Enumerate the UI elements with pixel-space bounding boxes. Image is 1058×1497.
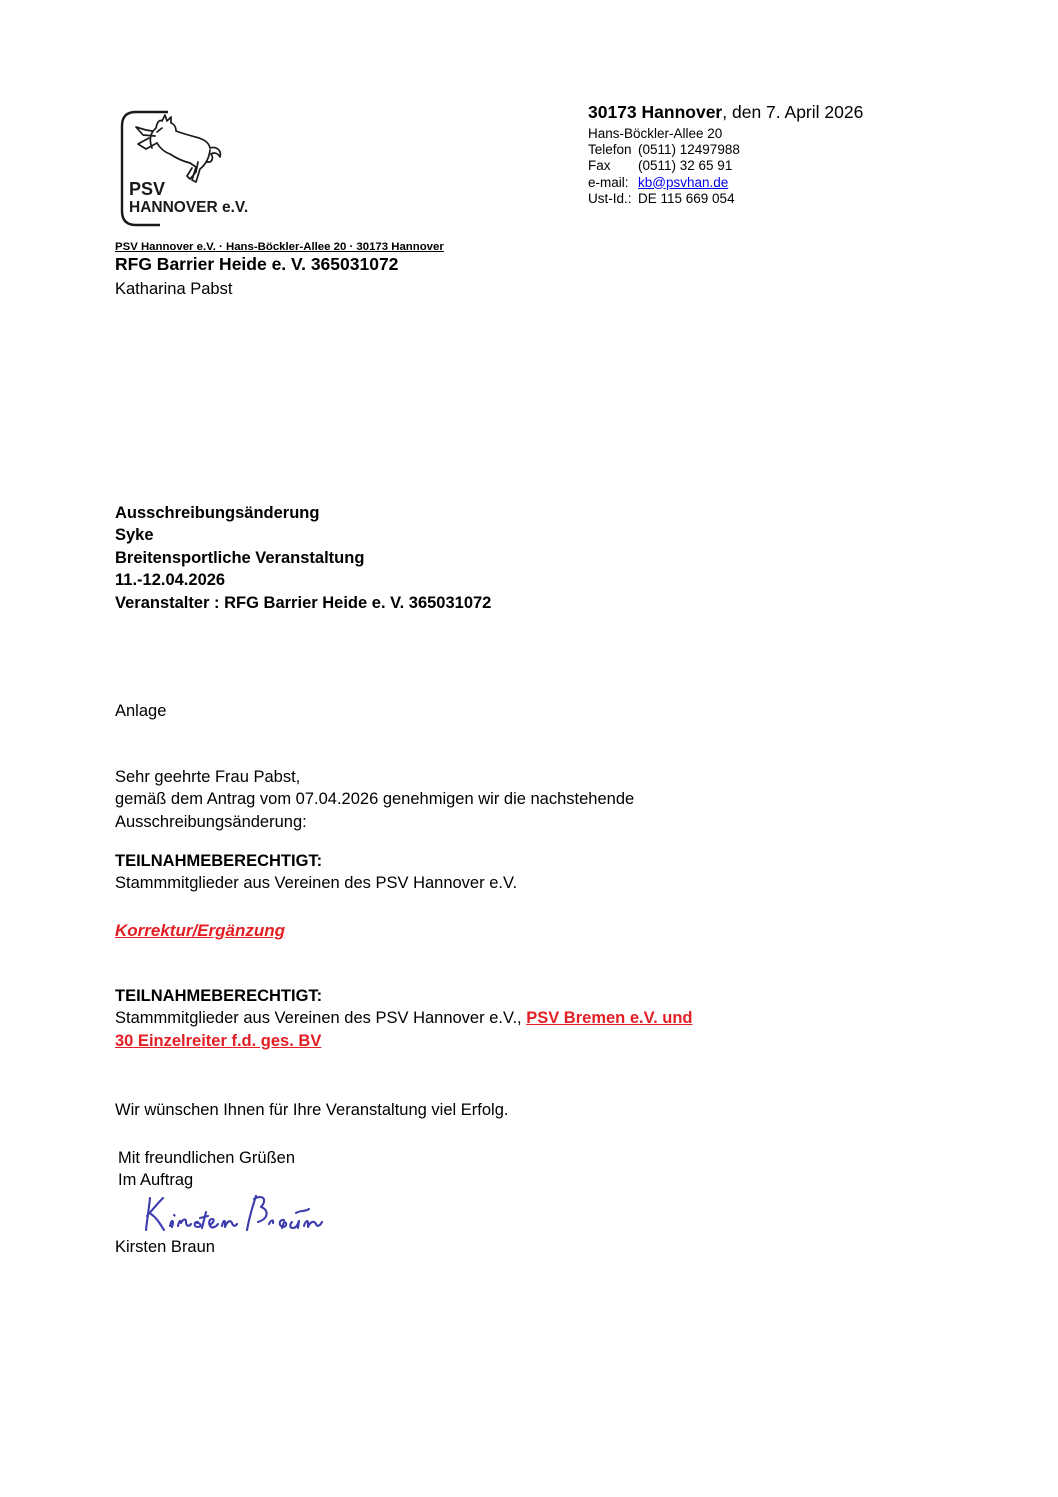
subject-line: 11.-12.04.2026	[115, 571, 226, 590]
subject-line: Veranstalter : RFG Barrier Heide e. V. 365031072	[115, 593, 492, 612]
closing-regards: Mit freundlichen Grüßen	[118, 1149, 295, 1167]
fax-value: (0511) 32 65 91	[638, 158, 733, 174]
email-link[interactable]: kb@psvhan.de	[638, 174, 729, 190]
psv-logo-graphic	[112, 106, 277, 234]
signer-name: Kirsten Braun	[115, 1238, 215, 1256]
ustid-label: Ust-Id.:	[588, 190, 632, 206]
phone-value: (0511) 12497988	[638, 142, 740, 158]
intro-line: Ausschreibungsänderung:	[115, 812, 307, 831]
attachment-note: Anlage	[115, 702, 167, 720]
recipient-org: RFG Barrier Heide e. V. 365031072	[115, 254, 399, 274]
intro-line: gemäß dem Antrag vom 07.04.2026 genehmigen wir die nachstehende	[115, 790, 635, 809]
psv-hannover-logo	[112, 106, 282, 236]
logo-acronym: PSV	[129, 179, 166, 199]
eligibility-heading: TEILNAHMEBERECHTIGT:	[115, 852, 323, 870]
salutation: Sehr geehrte Frau Pabst,	[115, 768, 301, 786]
ustid-line	[588, 191, 948, 207]
phone-line	[588, 142, 948, 158]
logo-org-name: HANNOVER e.V.	[129, 199, 249, 216]
correction-heading: Korrektur/Ergänzung	[115, 921, 286, 940]
eligibility-text-red: PSV Bremen e.V. und	[526, 1009, 693, 1028]
eligibility-text: Stammmitglieder aus Vereinen des PSV Hannover e.V.	[115, 874, 518, 893]
fax-line	[588, 158, 948, 174]
eligibility-section-1	[115, 850, 517, 895]
subject-line: Breitensportliche Veranstaltung	[115, 548, 365, 567]
eligibility-text-red: 30 Einzelreiter f.d. ges. BV	[115, 1031, 322, 1050]
eligibility-text-black: Stammmitglieder aus Vereinen des PSV Hannover e.V.,	[115, 1009, 527, 1028]
wish-line: Wir wünschen Ihnen für Ihre Veranstaltung viel Erfolg.	[115, 1101, 509, 1119]
fax-label: Fax	[588, 158, 611, 174]
ustid-value: DE 115 669 054	[638, 190, 735, 206]
signature-handwriting	[138, 1186, 388, 1241]
return-address-line: PSV Hannover e.V. · Hans-Böckler-Allee 20 · 30173 Hannover	[115, 241, 444, 253]
eligibility-text	[115, 1007, 692, 1029]
eligibility-heading: TEILNAHMEBERECHTIGT:	[115, 987, 323, 1005]
subject-line: Ausschreibungsänderung	[115, 504, 320, 522]
phone-label: Telefon	[588, 142, 632, 158]
horse-icon	[136, 115, 220, 182]
date-line	[588, 100, 948, 124]
letterhead-city: 30173 Hannover	[588, 102, 723, 122]
eligibility-section-2	[115, 985, 692, 1052]
email-label: e-mail:	[588, 174, 629, 190]
letterhead-date: , den 7. April 2026	[722, 102, 864, 122]
email-line	[588, 175, 948, 191]
street-line: Hans-Böckler-Allee 20	[588, 126, 723, 141]
salutation-block	[115, 766, 634, 833]
subject-block	[115, 502, 491, 614]
letterhead-contact-block	[588, 100, 948, 207]
recipient-person: Katharina Pabst	[115, 280, 233, 298]
subject-line: Syke	[115, 526, 154, 545]
closing-im-auftrag: Im Auftrag	[118, 1171, 194, 1190]
